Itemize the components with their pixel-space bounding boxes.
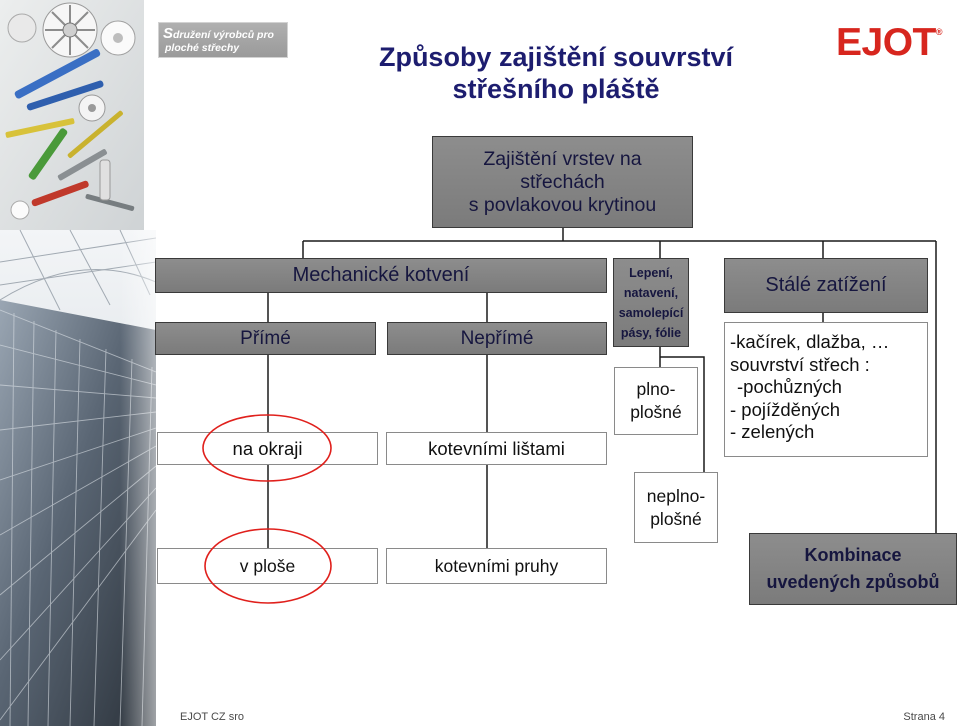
footer-company: EJOT CZ sro: [180, 711, 244, 723]
mechanical-anchoring-node: [155, 258, 607, 293]
root-node-line: střechách: [520, 170, 605, 193]
strips-node: [386, 548, 607, 584]
association-logo: [158, 22, 288, 58]
root-node: [432, 136, 693, 228]
ballast-details: [724, 322, 928, 457]
full-area-line: plno-: [636, 379, 676, 399]
indirect-label: Nepřímé: [460, 327, 534, 349]
adhesion-line: Lepení,: [629, 265, 673, 280]
ejot-logo-text: EJOT: [836, 21, 936, 64]
partial-area-line: neplno-: [646, 485, 706, 506]
combination-line: uvedených způsobů: [766, 572, 940, 592]
rails-node: [386, 432, 607, 465]
full-area-line: plošné: [630, 402, 682, 422]
slide-title: [356, 41, 756, 105]
partial-area-line: plošné: [650, 508, 702, 529]
rails-label: kotevními lištami: [428, 437, 565, 459]
ejot-logo: [836, 20, 954, 66]
strips-label: kotevními pruhy: [434, 555, 559, 576]
combination-node: [749, 533, 957, 605]
mechanical-anchoring-label: Mechanické kotvení: [292, 264, 470, 286]
ballast-detail-line: souvrství střech :: [730, 353, 870, 375]
slide-title-line1: Způsoby zajištění souvrství: [378, 42, 734, 72]
ballast-node: [724, 258, 928, 313]
adhesion-line: samolepící: [618, 305, 684, 320]
full-area-node: [614, 367, 698, 435]
root-node-line: s povlakovou krytinou: [468, 193, 657, 216]
combination-line: Kombinace: [804, 545, 902, 565]
partial-area-node: [634, 472, 718, 543]
ballast-detail-line: - pojížděných: [730, 398, 841, 420]
adhesion-line: pásy, fólie: [620, 325, 682, 340]
root-node-line: Zajištění vrstev na: [483, 147, 642, 170]
footer-page-number: Strana 4: [903, 711, 945, 723]
slide-title-line2: střešního pláště: [452, 74, 660, 104]
ballast-label: Stálé zatížení: [765, 274, 887, 296]
ballast-detail-line: -pochůzných: [737, 376, 842, 397]
registered-mark: ®: [935, 27, 943, 37]
adhesion-line: natavení,: [623, 285, 679, 300]
field-node: [157, 548, 378, 584]
glass-facade-photo: [0, 230, 156, 726]
field-label: v ploše: [239, 555, 296, 576]
ballast-detail-line: -kačírek, dlažba, …: [730, 331, 890, 352]
association-logo-line1: Sdružení výrobců pro: [163, 25, 274, 42]
association-logo-line2: ploché střechy: [165, 42, 240, 54]
edge-label: na okraji: [232, 437, 303, 459]
direct-node: [155, 322, 376, 355]
left-photo-strip: [0, 0, 156, 726]
ballast-detail-line: - zelených: [730, 421, 815, 442]
indirect-node: [387, 322, 607, 355]
edge-node: [157, 432, 378, 465]
direct-label: Přímé: [240, 327, 291, 349]
adhesion-node: [613, 258, 689, 347]
fasteners-photo: [0, 0, 144, 230]
